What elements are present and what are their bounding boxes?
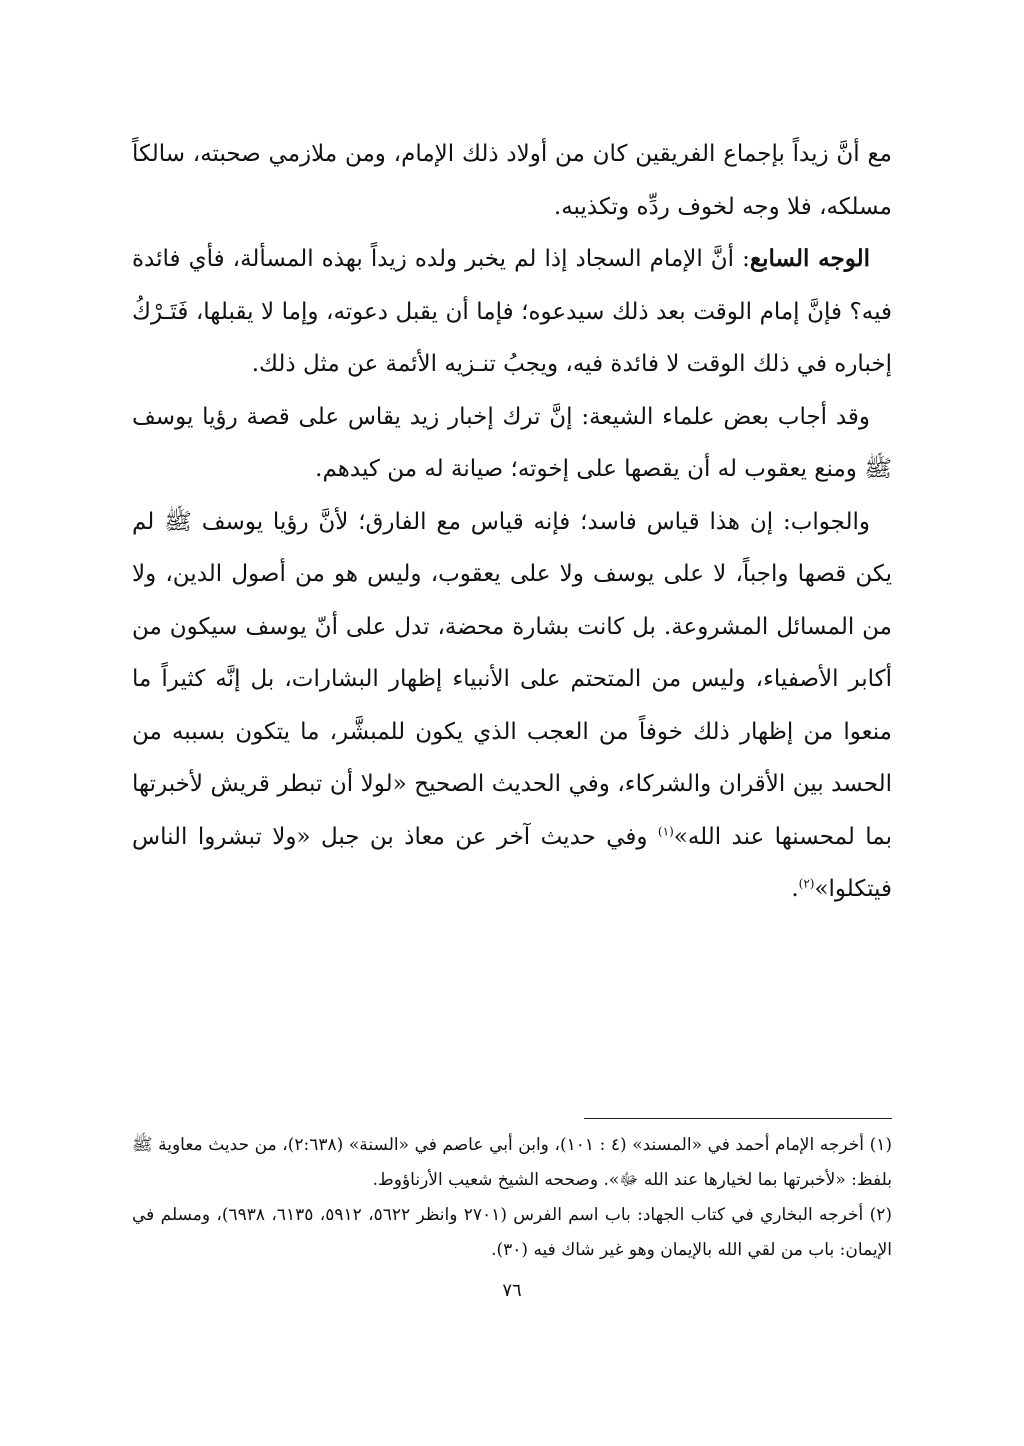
paragraph-1-text: مع أنَّ زيداً بإجماع الفريقين كان من أولاد ذلك الإمام، ومن ملازمي صحبته، سالكاً مسلكه، فلا وجه لخوف ردِّه وتكذيبه.	[132, 141, 892, 220]
paragraph-4-text-2: وفي حديث آخر عن معاذ بن جبل «ولا تبشروا الناس فيتكلوا»	[132, 823, 892, 902]
paragraph-3-text: وقد أجاب بعض علماء الشيعة: إنَّ ترك إخبار زيد يقاس على قصة رؤيا يوسف ﷺ ومنع يعقوب له أن يقصها على إخوته؛ صيانة له من كيدهم.	[132, 403, 892, 482]
body-text	[132, 128, 892, 916]
paragraph-4	[132, 496, 892, 916]
footnotes	[132, 1128, 892, 1268]
paragraph-2-text: : أنَّ الإمام السجاد إذا لم يخبر ولده زيداً بهذه المسألة، فأي فائدة فيه؟ فإنَّ إمام الوقت بعد ذلك سيدعوه؛ فإما أن يقبل دعوته، وإما لا يقبلها، فَتَـرْكُ إخباره في ذلك الوقت لا فائدة فيه، ويجبُ تنـزيه الأئمة عن مثل ذلك.	[132, 246, 892, 377]
paragraph-2	[132, 233, 892, 391]
document-page	[132, 128, 892, 1368]
footnote-ref-1[interactable]: (١)	[657, 823, 674, 838]
footnote-ref-2[interactable]: (٢)	[798, 876, 815, 891]
footnote-divider	[584, 1118, 892, 1119]
paragraph-4-text-3: .	[791, 876, 799, 902]
footnote-2: (٢) أخرجه البخاري في كتاب الجهاد: باب اسم الفرس (٢٧٠١ وانظر ٥٦٢٢، ٥٩١٢، ٦١٣٥، ٦٩٣٨)، ومسلم في الإيمان: باب من لقي الله بالإيمان وهو غير شاك فيه (٣٠).	[132, 1205, 893, 1260]
paragraph-1	[132, 128, 892, 233]
paragraph-3	[132, 391, 892, 496]
footnote-1: (١) أخرجه الإمام أحمد في «المسند» (٤ : ١٠١)، وابن أبي عاصم في «السنة» (٢:٦٣٨)، من حديث معاوية ﷺ بلفظ: «لأخبرتها بما لخيارها عند الله ﷻ». وصححه الشيخ شعيب الأرناؤوط.	[132, 1135, 893, 1190]
page-number: ٧٦	[502, 1280, 522, 1301]
paragraph-2-lead: الوجه السابع	[749, 245, 871, 272]
paragraph-4-text: والجواب: إن هذا قياس فاسد؛ فإنه قياس مع الفارق؛ لأنَّ رؤيا يوسف ﷺ لم يكن قصها واجباً، لا على يوسف ولا على يعقوب، وليس هو من أصول الدين، ولا من المسائل المشروعة. بل كانت بشارة محضة، تدل على أنّ يوسف سيكون من أكابر الأصفياء، وليس من المتحتم على الأنبياء إظهار البشارات، بل إنَّه كثيراً ما منعوا من إظهار ذلك خوفاً من العجب الذي يكون للمبشَّر، ما يتكون بسببه من الحسد بين الأقران والشركاء، وفي الحديث الصحيح «لولا أن تبطر قريش لأخبرتها بما لمحسنها عند الله»	[132, 508, 893, 850]
